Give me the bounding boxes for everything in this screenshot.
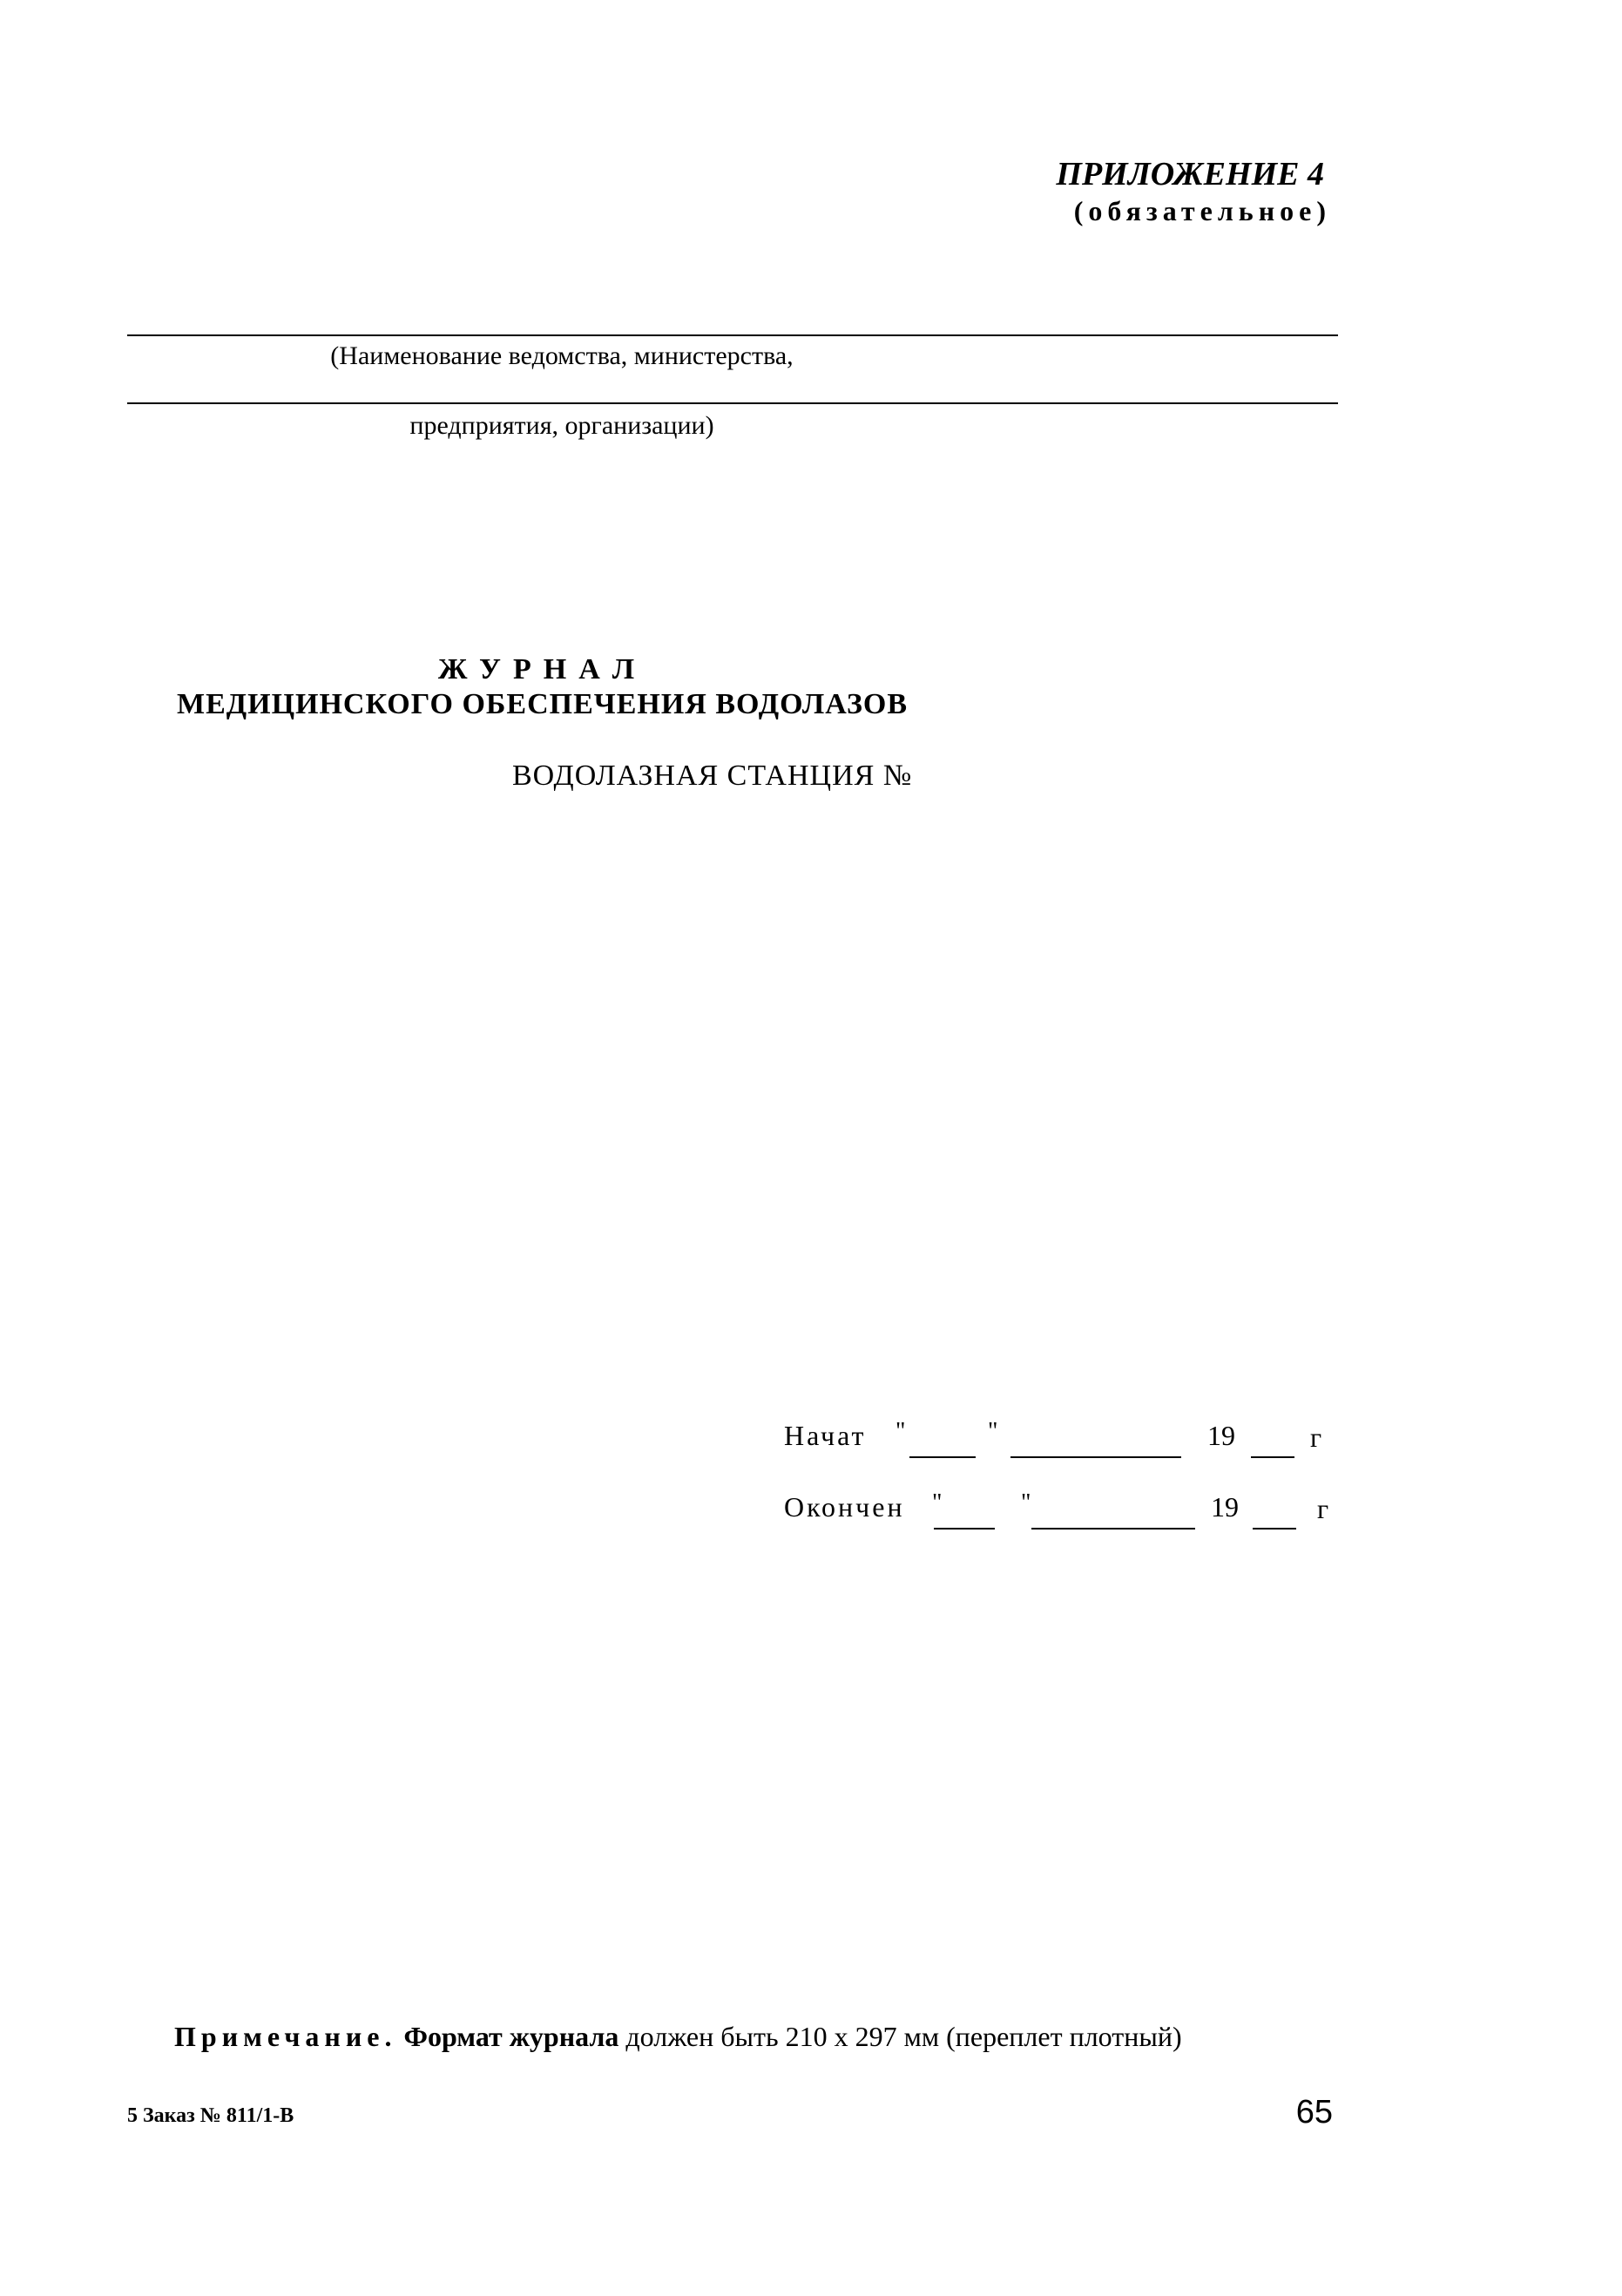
end-date-open-quote: "	[932, 1489, 943, 1516]
station-number-label: ВОДОЛАЗНАЯ СТАНЦИЯ №	[512, 760, 913, 792]
organization-line-2	[127, 402, 1338, 404]
end-year-prefix: 19	[1211, 1491, 1239, 1523]
organization-caption-1: (Наименование ведомства, министерства,	[330, 341, 794, 370]
start-date-row	[784, 1420, 1324, 1463]
end-date-label: Окончен	[784, 1491, 905, 1523]
appendix-title: ПРИЛОЖЕНИЕ 4	[1056, 156, 1324, 192]
end-year-suffix: г	[1317, 1493, 1329, 1524]
organization-caption-2: предприятия, организации)	[409, 411, 714, 440]
organization-line-1	[127, 334, 1338, 336]
note-text: должен быть 210 х 297 мм (переплет плотный)	[625, 2021, 1182, 2052]
note-label: Примечание.	[174, 2021, 397, 2052]
start-date-open-quote: "	[895, 1418, 906, 1445]
journal-subtitle: МЕДИЦИНСКОГО ОБЕСПЕЧЕНИЯ ВОДОЛАЗОВ	[176, 688, 909, 720]
end-date-row	[784, 1491, 1333, 1535]
start-date-close-quote: "	[988, 1418, 998, 1445]
start-year-prefix: 19	[1207, 1420, 1235, 1451]
order-number: 5 Заказ № 811/1-В	[127, 2104, 294, 2127]
start-year-suffix: г	[1310, 1421, 1322, 1453]
start-day-blank	[909, 1456, 976, 1458]
start-year-blank	[1251, 1456, 1294, 1458]
start-date-label: Начат	[784, 1420, 867, 1451]
page-number: 65	[1295, 2094, 1333, 2131]
start-month-blank	[1010, 1456, 1181, 1458]
appendix-status: (обязательное)	[1073, 195, 1331, 226]
journal-title: ЖУРНАЛ	[437, 653, 647, 685]
end-day-blank	[934, 1528, 995, 1530]
end-date-close-quote: "	[1021, 1489, 1031, 1516]
end-year-blank	[1253, 1528, 1296, 1530]
end-month-blank	[1031, 1528, 1195, 1530]
note-bold-text: Формат журнала	[403, 2021, 619, 2052]
format-note	[174, 2021, 1342, 2053]
